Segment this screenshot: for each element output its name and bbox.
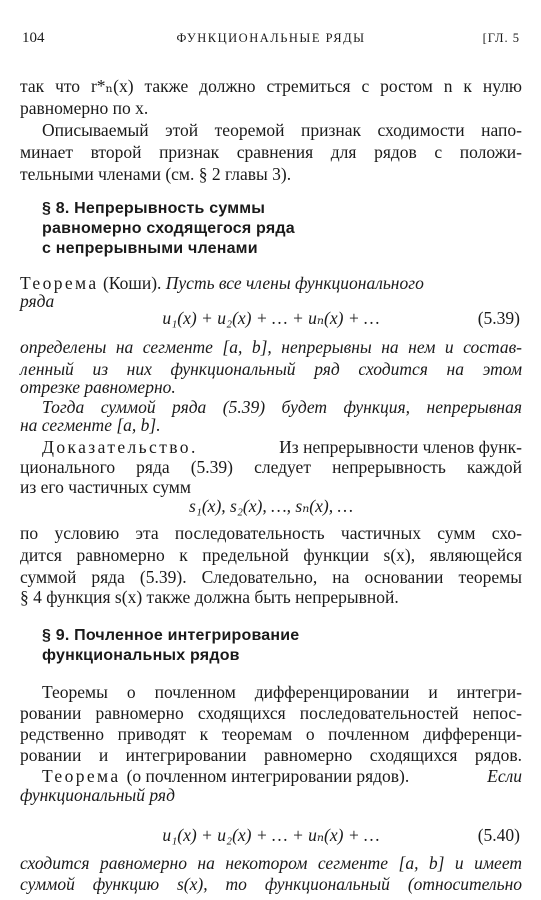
text-line: редственно приводят к теоремам о почленном дифференци- <box>20 724 522 744</box>
text-line: дится равномерно к предельной функции s(x), являющейся <box>20 545 522 565</box>
page-number: 104 <box>22 30 45 46</box>
book-page <box>20 0 522 900</box>
section-heading: равномерно сходящегося ряда <box>42 220 295 237</box>
proof-line <box>20 436 522 458</box>
equation-number: (5.40) <box>477 825 520 845</box>
text-line: ровании равномерно сходящихся последовательностей непос- <box>20 703 522 723</box>
text-line: § 4 функция s(x) также должна быть непрерывной. <box>20 587 399 607</box>
text-line: тельными членами (см. § 2 главы 3). <box>20 164 292 184</box>
text-line: ленный из них функциональный ряд сходится на этом <box>20 359 522 379</box>
formula-expression: u₁(x) + u₂(x) + … + uₙ(x) + … <box>162 308 380 328</box>
text-line: так что r*ₙ(x) также должно стремиться с ростом n к нулю <box>20 76 522 96</box>
running-title: ФУНКЦИОНАЛЬНЫЕ РЯДЫ <box>176 31 366 45</box>
text-line: по условию эта последовательность частичных сумм схо- <box>20 523 522 543</box>
text-line: функциональный ряд <box>20 785 175 805</box>
text-line: суммой функцию s(x), то функциональный (относительно <box>20 874 522 894</box>
text-line: сходится равномерно на некотором сегменте [a, b] и имеет <box>20 853 522 873</box>
theorem-paren: (о почленном интегрировании рядов). <box>126 766 410 786</box>
equation-number: (5.39) <box>477 308 520 328</box>
theorem-author: (Коши). <box>102 273 162 293</box>
theorem-label: Теорема <box>20 273 99 293</box>
text-line: ционального ряда (5.39) следует непрерывность каждой <box>20 457 522 477</box>
chapter-marker: [ГЛ. 5 <box>482 31 520 45</box>
text-line: Теоремы о почленном дифференцировании и интегри- <box>42 682 522 702</box>
formula-5-39 <box>20 306 522 330</box>
running-header <box>20 30 522 52</box>
theorem-label: Теорема <box>42 766 121 786</box>
formula-expression: s₁(x), s₂(x), …, sₙ(x), … <box>188 496 354 516</box>
text-line: равномерно по x. <box>20 98 149 118</box>
formula-expression: u₁(x) + u₂(x) + … + uₙ(x) + … <box>162 825 380 845</box>
section-heading: § 8. Непрерывность суммы <box>42 200 266 217</box>
partial-sums-formula <box>20 494 522 518</box>
text-line: ровании и интегрировании равномерно сходящихся рядов. <box>20 745 522 765</box>
text-line: ряда <box>20 291 55 311</box>
section-heading: § 9. Почленное интегрирование <box>42 627 300 644</box>
proof-text: Из непрерывности членов функ- <box>279 437 522 457</box>
text-line: минает второй признак сравнения для рядов с положи- <box>20 142 522 162</box>
text-line: определены на сегменте [a, b], непрерывны на нем и состав- <box>20 337 522 357</box>
section-heading: с непрерывными членами <box>42 240 258 257</box>
theorem-text: Если <box>487 766 522 786</box>
proof-label: Доказательство. <box>42 437 198 457</box>
section-heading: функциональных рядов <box>42 647 240 664</box>
theorem-text: Пусть все члены функционального <box>165 273 424 293</box>
text-line: Описываемый этой теоремой признак сходимости напо- <box>42 120 522 140</box>
text-line: отрезке равномерно. <box>20 377 176 397</box>
formula-5-40 <box>20 823 522 847</box>
text-line: из его частичных сумм <box>20 477 191 497</box>
text-line: на сегменте [a, b]. <box>20 415 161 435</box>
text-line: Тогда суммой ряда (5.39) будет функция, непрерывная <box>42 397 522 417</box>
text-line: суммой ряда (5.39). Следовательно, на основании теоремы <box>20 567 522 587</box>
